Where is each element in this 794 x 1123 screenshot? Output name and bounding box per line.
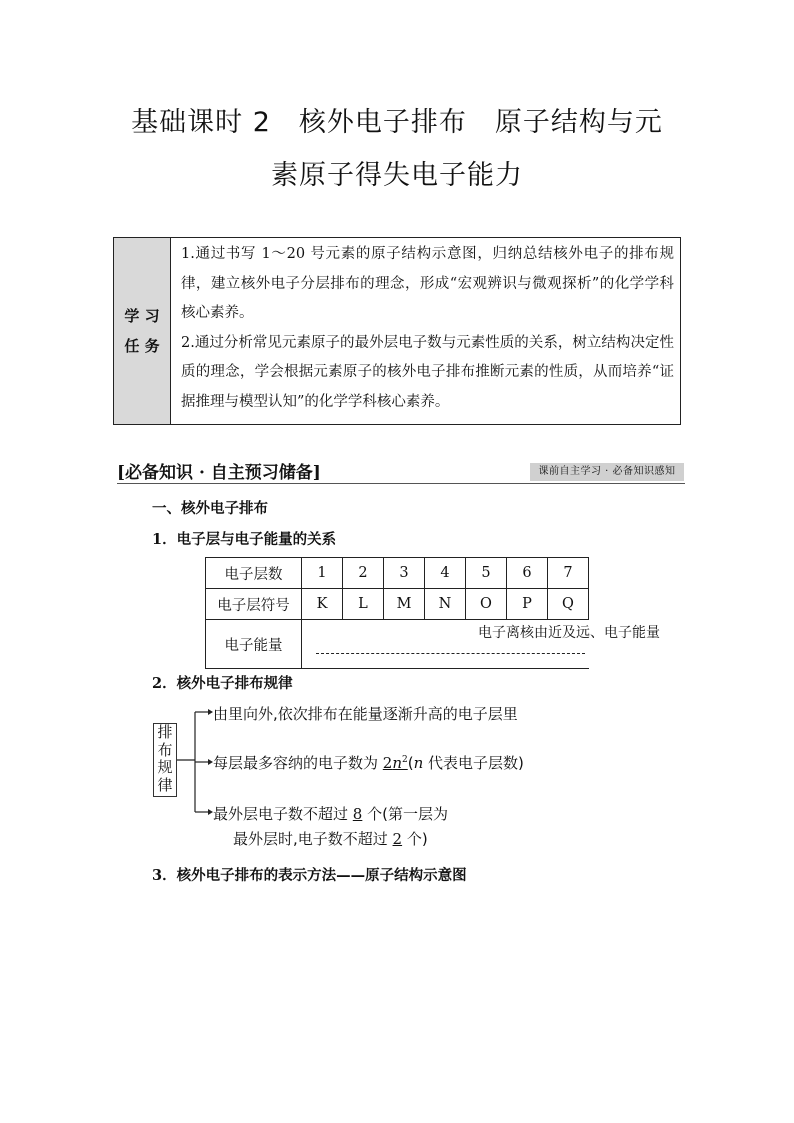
- subheading-2-text: 核外电子排布规律: [176, 676, 293, 692]
- objective-item-2: 2.通过分析常见元素原子的最外层电子数与元素性质的关系，树立结构决定性质的理念，学会根据元素原子的核外电子排布推断元素的性质，从而培养“证据推理与模型认知”的化学学科核心素养。: [181, 334, 674, 410]
- rule-3-line1: [213, 803, 448, 824]
- objectives-label-top: 学 习: [124, 307, 160, 325]
- rule-3-line2: [233, 828, 428, 849]
- layer-symbol-cell: P: [507, 589, 548, 620]
- energy-trend-text: 电子离核由近及远、电子能量: [478, 625, 660, 641]
- layer-number-cell: 4: [425, 558, 466, 589]
- layer-symbol-cell: N: [425, 589, 466, 620]
- rules-label-box: [153, 723, 177, 797]
- rules-label-char: 规: [157, 758, 173, 776]
- rules-label-char: 排: [157, 723, 173, 741]
- row-header-layer-symbol: 电子层符号: [206, 589, 302, 620]
- section-divider: [117, 483, 685, 484]
- rule-2-formula-exp: 2: [402, 755, 408, 765]
- page-title-line1: 基础课时 2 核外电子排布 原子结构与元: [131, 107, 663, 138]
- layer-symbol-cell: Q: [548, 589, 589, 620]
- table-row-energy: [206, 620, 589, 669]
- rule-2-open: (: [407, 754, 414, 772]
- subheading-1-num: 1．: [152, 531, 177, 548]
- subheading-3-text: 核外电子排布的表示方法——原子结构示意图: [176, 868, 467, 884]
- electron-layer-table: [205, 557, 660, 669]
- section-badge: 课前自主学习 · 必备知识感知: [530, 463, 684, 481]
- layer-symbol-cell: O: [466, 589, 507, 620]
- subheading-2-num: 2．: [152, 675, 177, 692]
- energy-trend-cell: [302, 620, 660, 669]
- rules-label-char: 律: [157, 775, 173, 794]
- layer-number-cell: 5: [466, 558, 507, 589]
- section-header: [必备知识 · 自主预习储备]: [117, 463, 321, 483]
- row-header-energy: 电子能量: [206, 620, 302, 669]
- energy-dashed-line: [316, 653, 585, 654]
- heading-electron-arrangement: 一、核外电子排布: [152, 501, 268, 517]
- layer-symbol-cell: L: [343, 589, 384, 620]
- objectives-label: [114, 238, 171, 424]
- rule-3-value: 8: [352, 805, 363, 823]
- objective-item-1: 1.通过书写 1～20 号元素的原子结构示意图，归纳总结核外电子的排布规律，建立核外电子分层排布的理念，形成“宏观辨识与微观探析”的化学学科核心素养。: [181, 246, 674, 321]
- table-row-layer-number: [206, 558, 589, 589]
- subheading-3: [152, 864, 467, 885]
- subheading-2: [152, 672, 293, 693]
- objectives-text: [171, 238, 680, 424]
- subheading-3-num: 3．: [152, 867, 177, 884]
- rule-2-prefix: 每层最多容纳的电子数为: [213, 754, 383, 772]
- layer-number-cell: 1: [302, 558, 343, 589]
- rule-3-line2-prefix: 最外层时,电子数不超过: [233, 830, 393, 848]
- rule-2-formula: [383, 754, 408, 772]
- rule-2-var: n: [413, 754, 424, 772]
- rule-2-suffix: 代表电子层数): [423, 754, 524, 772]
- layer-number-cell: 7: [548, 558, 589, 589]
- rule-1: 由里向外,依次排布在能量逐渐升高的电子层里: [213, 705, 518, 723]
- layer-number-cell: 3: [384, 558, 425, 589]
- rules-label-char: 布: [157, 740, 173, 759]
- rule-2-formula-var: n: [392, 754, 402, 772]
- table-row-layer-symbol: [206, 589, 589, 620]
- subheading-1: [152, 528, 336, 549]
- page-title-line2: 素原子得失电子能力: [271, 160, 523, 191]
- layer-symbol-cell: M: [384, 589, 425, 620]
- layer-number-cell: 2: [343, 558, 384, 589]
- rule-2-formula-num: 2: [382, 754, 393, 772]
- rule-3-prefix: 最外层电子数不超过: [213, 805, 353, 823]
- layer-symbol-cell: K: [302, 589, 343, 620]
- subheading-1-text: 电子层与电子能量的关系: [176, 532, 337, 548]
- objectives-label-bottom: 任 务: [124, 337, 160, 355]
- learning-objectives-box: [113, 237, 681, 425]
- layer-number-cell: 6: [507, 558, 548, 589]
- row-header-layer-number: 电子层数: [206, 558, 302, 589]
- rule-3-line2-value: 2: [392, 830, 403, 848]
- rule-3-line2-suffix: 个): [402, 830, 428, 848]
- rule-2: [213, 752, 524, 773]
- rule-3-suffix: 个(第一层为: [362, 805, 448, 823]
